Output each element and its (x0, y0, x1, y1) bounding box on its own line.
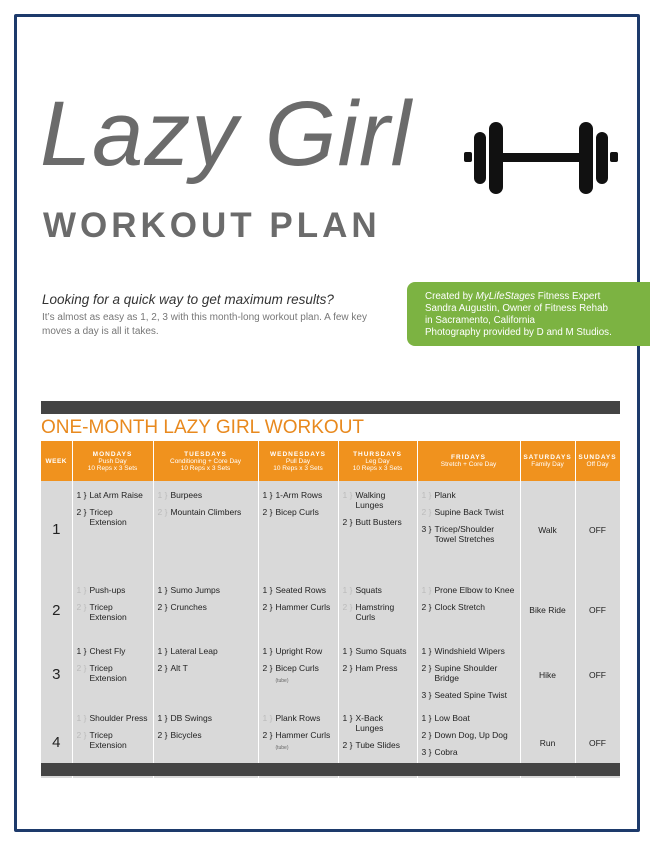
exercise-number: 1 } (157, 490, 168, 500)
exercise-item (422, 585, 516, 595)
exercise-number: 1 } (157, 585, 168, 595)
exercise-name: Sumo Squats (355, 646, 407, 656)
exercise-cell-mon (72, 642, 153, 707)
exercise-name: Bicep Curls (tube) (275, 663, 319, 684)
credit-line2: Sandra Augustin, Owner of Fitness Rehab (425, 303, 608, 314)
exercise-name: Butt Busters (355, 517, 402, 527)
exercise-name: Squats (355, 585, 382, 595)
exercise-name: Hammer Curls (275, 602, 331, 612)
exercise-number: 1 } (342, 585, 353, 595)
credit-prefix: Created by (425, 291, 476, 302)
exercise-name: Bicep Curls (275, 507, 319, 517)
exercise-number: 2 } (157, 730, 168, 740)
exercise-item (263, 713, 334, 723)
exercise-number: 2 } (421, 663, 432, 673)
dumbbell-icon (462, 118, 620, 198)
saturday-activity: Bike Ride (520, 578, 575, 642)
exercise-cell-mon (72, 578, 153, 642)
exercise-name: Tricep Extension (89, 663, 127, 683)
exercise-item (343, 602, 413, 622)
page-title: Lazy Girl (40, 83, 412, 185)
exercise-item (422, 524, 516, 544)
exercise-item (343, 740, 413, 750)
week-row (41, 642, 620, 707)
exercise-item (343, 490, 413, 510)
exercise-number: 3 } (421, 524, 432, 534)
exercise-name: Chest Fly (89, 646, 126, 656)
exercise-item (343, 517, 413, 527)
exercise-number: 2 } (421, 507, 432, 517)
exercise-item (263, 646, 334, 656)
week-number: 3 (41, 642, 72, 707)
exercise-item (422, 602, 516, 612)
saturday-activity: Walk (520, 481, 575, 578)
exercise-item (422, 490, 516, 500)
exercise-number: 2 } (342, 602, 353, 612)
exercise-number: 2 } (421, 730, 432, 740)
exercise-name: Cobra (434, 747, 458, 757)
exercise-cell-thu (338, 642, 417, 707)
exercise-number: 1 } (342, 713, 353, 723)
exercise-item (77, 663, 149, 683)
exercise-number: 3 } (421, 690, 432, 700)
exercise-item (343, 585, 413, 595)
exercise-item (77, 585, 149, 595)
header-day: SATURDAYS (523, 454, 572, 461)
header-day: FRIDAYS (451, 454, 486, 461)
exercise-number: 2 } (342, 740, 353, 750)
exercise-item (343, 646, 413, 656)
exercise-number: 1 } (421, 585, 432, 595)
exercise-cell-wed (258, 578, 338, 642)
exercise-name: Tricep Extension (89, 507, 127, 527)
exercise-note: (tube) (275, 745, 289, 751)
exercise-number: 1 } (262, 713, 273, 723)
exercise-item (422, 730, 516, 740)
exercise-item (263, 585, 334, 595)
exercise-name: Plank (434, 490, 456, 500)
header-focus: Stretch + Core Day (440, 461, 497, 468)
week-row (41, 578, 620, 642)
exercise-item (263, 490, 334, 500)
exercise-name: Seated Rows (275, 585, 326, 595)
header-day: WEDNESDAYS (270, 450, 326, 458)
exercise-number: 1 } (76, 585, 87, 595)
exercise-number: 1 } (157, 646, 168, 656)
exercise-item (77, 602, 149, 622)
exercise-item (422, 663, 516, 683)
table-bottom-bar (41, 763, 620, 776)
exercise-name: 1-Arm Rows (275, 490, 323, 500)
exercise-name: Mountain Climbers (170, 507, 242, 517)
header-day: THURSDAYS (353, 450, 402, 458)
week-row (41, 481, 620, 578)
week-number: 1 (41, 481, 72, 578)
header-monday (72, 441, 153, 481)
header-focus: Pull Day (285, 457, 311, 465)
exercise-item (263, 730, 334, 753)
saturday-activity: Run (520, 707, 575, 778)
exercise-item (422, 747, 516, 757)
header-friday (417, 441, 520, 481)
exercise-name: Supine Back Twist (434, 507, 504, 517)
exercise-name: Low Boat (434, 713, 470, 723)
exercise-name: Clock Stretch (434, 602, 485, 612)
exercise-number: 2 } (76, 602, 87, 612)
exercise-item (158, 585, 254, 595)
header-day: TUESDAYS (184, 450, 227, 458)
exercise-number: 2 } (262, 602, 273, 612)
exercise-number: 2 } (342, 663, 353, 673)
exercise-item (422, 646, 516, 656)
header-focus: Conditioning + Core Day (170, 457, 241, 465)
exercise-name: Alt T (170, 663, 188, 673)
header-day: MONDAYS (92, 450, 133, 458)
header-reps: 10 Reps x 3 Sets (352, 464, 403, 472)
exercise-number: 2 } (262, 730, 273, 740)
sunday-activity: OFF (575, 578, 620, 642)
header-reps: 10 Reps x 3 Sets (87, 464, 138, 472)
exercise-item (77, 730, 149, 750)
exercise-name: Crunches (170, 602, 207, 612)
intro-text: It’s almost as easy as 1, 2, 3 with this month-long workout plan. A few key moves a day is all it takes. (42, 312, 367, 337)
exercise-number: 1 } (76, 490, 87, 500)
header-saturday (520, 441, 575, 481)
exercise-number: 1 } (421, 490, 432, 500)
exercise-name: Push-ups (89, 585, 126, 595)
exercise-cell-mon (72, 481, 153, 578)
exercise-name: Plank Rows (275, 713, 321, 723)
exercise-number: 2 } (76, 507, 87, 517)
sunday-activity: OFF (575, 707, 620, 778)
exercise-name: X-Back Lunges (355, 713, 384, 733)
exercise-number: 2 } (421, 602, 432, 612)
exercise-name: Lateral Leap (170, 646, 218, 656)
exercise-name: Tricep Extension (89, 602, 127, 622)
exercise-number: 1 } (342, 646, 353, 656)
exercise-number: 2 } (342, 517, 353, 527)
credit-line4: Photography provided by D and M Studios. (425, 327, 612, 338)
header-focus: Family Day (531, 461, 564, 468)
week-number: 4 (41, 707, 72, 778)
exercise-number: 1 } (157, 713, 168, 723)
exercise-item (77, 507, 149, 527)
exercise-name: Tricep Extension (89, 730, 127, 750)
exercise-item (158, 663, 254, 673)
exercise-number: 1 } (262, 585, 273, 595)
header-day: SUNDAYS (578, 454, 617, 461)
exercise-number: 1 } (76, 713, 87, 723)
week-number: 2 (41, 578, 72, 642)
exercise-item (158, 646, 254, 656)
table-header-row (41, 441, 620, 481)
exercise-name: Tricep/Shoulder Towel Stretches (434, 524, 495, 544)
exercise-name: Shoulder Press (89, 713, 148, 723)
exercise-item (158, 730, 254, 740)
exercise-name: Tube Slides (355, 740, 401, 750)
exercise-name: Prone Elbow to Knee (434, 585, 515, 595)
exercise-item (77, 713, 149, 723)
exercise-name: Sumo Jumps (170, 585, 221, 595)
table-title: ONE-MONTH LAZY GIRL WORKOUT (41, 417, 365, 438)
table-top-bar (41, 401, 620, 414)
exercise-number: 3 } (421, 747, 432, 757)
header-sunday (575, 441, 620, 481)
header-focus: Push Day (98, 457, 127, 465)
exercise-cell-thu (338, 481, 417, 578)
exercise-number: 2 } (262, 663, 273, 673)
exercise-name: Bicycles (170, 730, 202, 740)
exercise-number: 2 } (157, 663, 168, 673)
exercise-number: 1 } (262, 490, 273, 500)
credit-line3: in Sacramento, California (425, 315, 535, 326)
exercise-name: Supine Shoulder Bridge (434, 663, 498, 683)
exercise-cell-wed (258, 642, 338, 707)
sunday-activity: OFF (575, 481, 620, 578)
exercise-number: 2 } (76, 663, 87, 673)
exercise-cell-fri (417, 481, 520, 578)
exercise-number: 2 } (76, 730, 87, 740)
exercise-name: Lat Arm Raise (89, 490, 143, 500)
header-tuesday (153, 441, 258, 481)
exercise-number: 1 } (262, 646, 273, 656)
exercise-number: 1 } (421, 713, 432, 723)
exercise-item (158, 490, 254, 500)
exercise-item (158, 602, 254, 612)
exercise-number: 2 } (157, 602, 168, 612)
exercise-cell-fri (417, 642, 520, 707)
sunday-activity: OFF (575, 642, 620, 707)
credit-brand: MyLifeStages (475, 291, 536, 302)
exercise-item (158, 713, 254, 723)
exercise-item (77, 646, 149, 656)
exercise-cell-tue (153, 578, 258, 642)
exercise-item (263, 507, 334, 517)
exercise-item (422, 690, 516, 700)
exercise-cell-tue (153, 642, 258, 707)
exercise-number: 2 } (262, 507, 273, 517)
header-wednesday (258, 441, 338, 481)
exercise-item (422, 507, 516, 517)
exercise-item (77, 490, 149, 500)
exercise-number: 1 } (342, 490, 353, 500)
exercise-cell-wed (258, 481, 338, 578)
exercise-number: 1 } (421, 646, 432, 656)
exercise-note: (tube) (275, 678, 289, 684)
exercise-item (343, 663, 413, 673)
exercise-item (343, 713, 413, 733)
exercise-number: 2 } (157, 507, 168, 517)
exercise-item (422, 713, 516, 723)
exercise-item (263, 663, 334, 686)
credit-line1: Fitness Expert (535, 291, 601, 302)
exercise-name: Hamstring Curls (355, 602, 395, 622)
exercise-name: Upright Row (275, 646, 323, 656)
exercise-item (263, 602, 334, 612)
exercise-name: Burpees (170, 490, 203, 500)
exercise-cell-thu (338, 578, 417, 642)
exercise-name: Down Dog, Up Dog (434, 730, 508, 740)
workout-table (41, 441, 621, 778)
header-reps: 10 Reps x 3 Sets (273, 464, 323, 472)
credit-box (407, 282, 650, 346)
exercise-name: DB Swings (170, 713, 213, 723)
header-reps: 10 Reps x 3 Sets (180, 464, 231, 472)
exercise-name: Windshield Wipers (434, 646, 505, 656)
header-focus: Off Day (586, 461, 609, 468)
page-subtitle: WORKOUT PLAN (43, 206, 381, 245)
exercise-name: Walking Lunges (355, 490, 386, 510)
saturday-activity: Hike (520, 642, 575, 707)
exercise-item (158, 507, 254, 517)
tagline: Looking for a quick way to get maximum results? (42, 292, 334, 307)
header-thursday (338, 441, 417, 481)
exercise-number: 1 } (76, 646, 87, 656)
exercise-cell-tue (153, 481, 258, 578)
header-week: WEEK (41, 441, 72, 481)
exercise-name: Ham Press (355, 663, 398, 673)
exercise-name: Seated Spine Twist (434, 690, 508, 700)
exercise-cell-fri (417, 578, 520, 642)
exercise-name: Hammer Curls (tube) (275, 730, 331, 751)
header-focus: Leg Day (365, 457, 390, 465)
